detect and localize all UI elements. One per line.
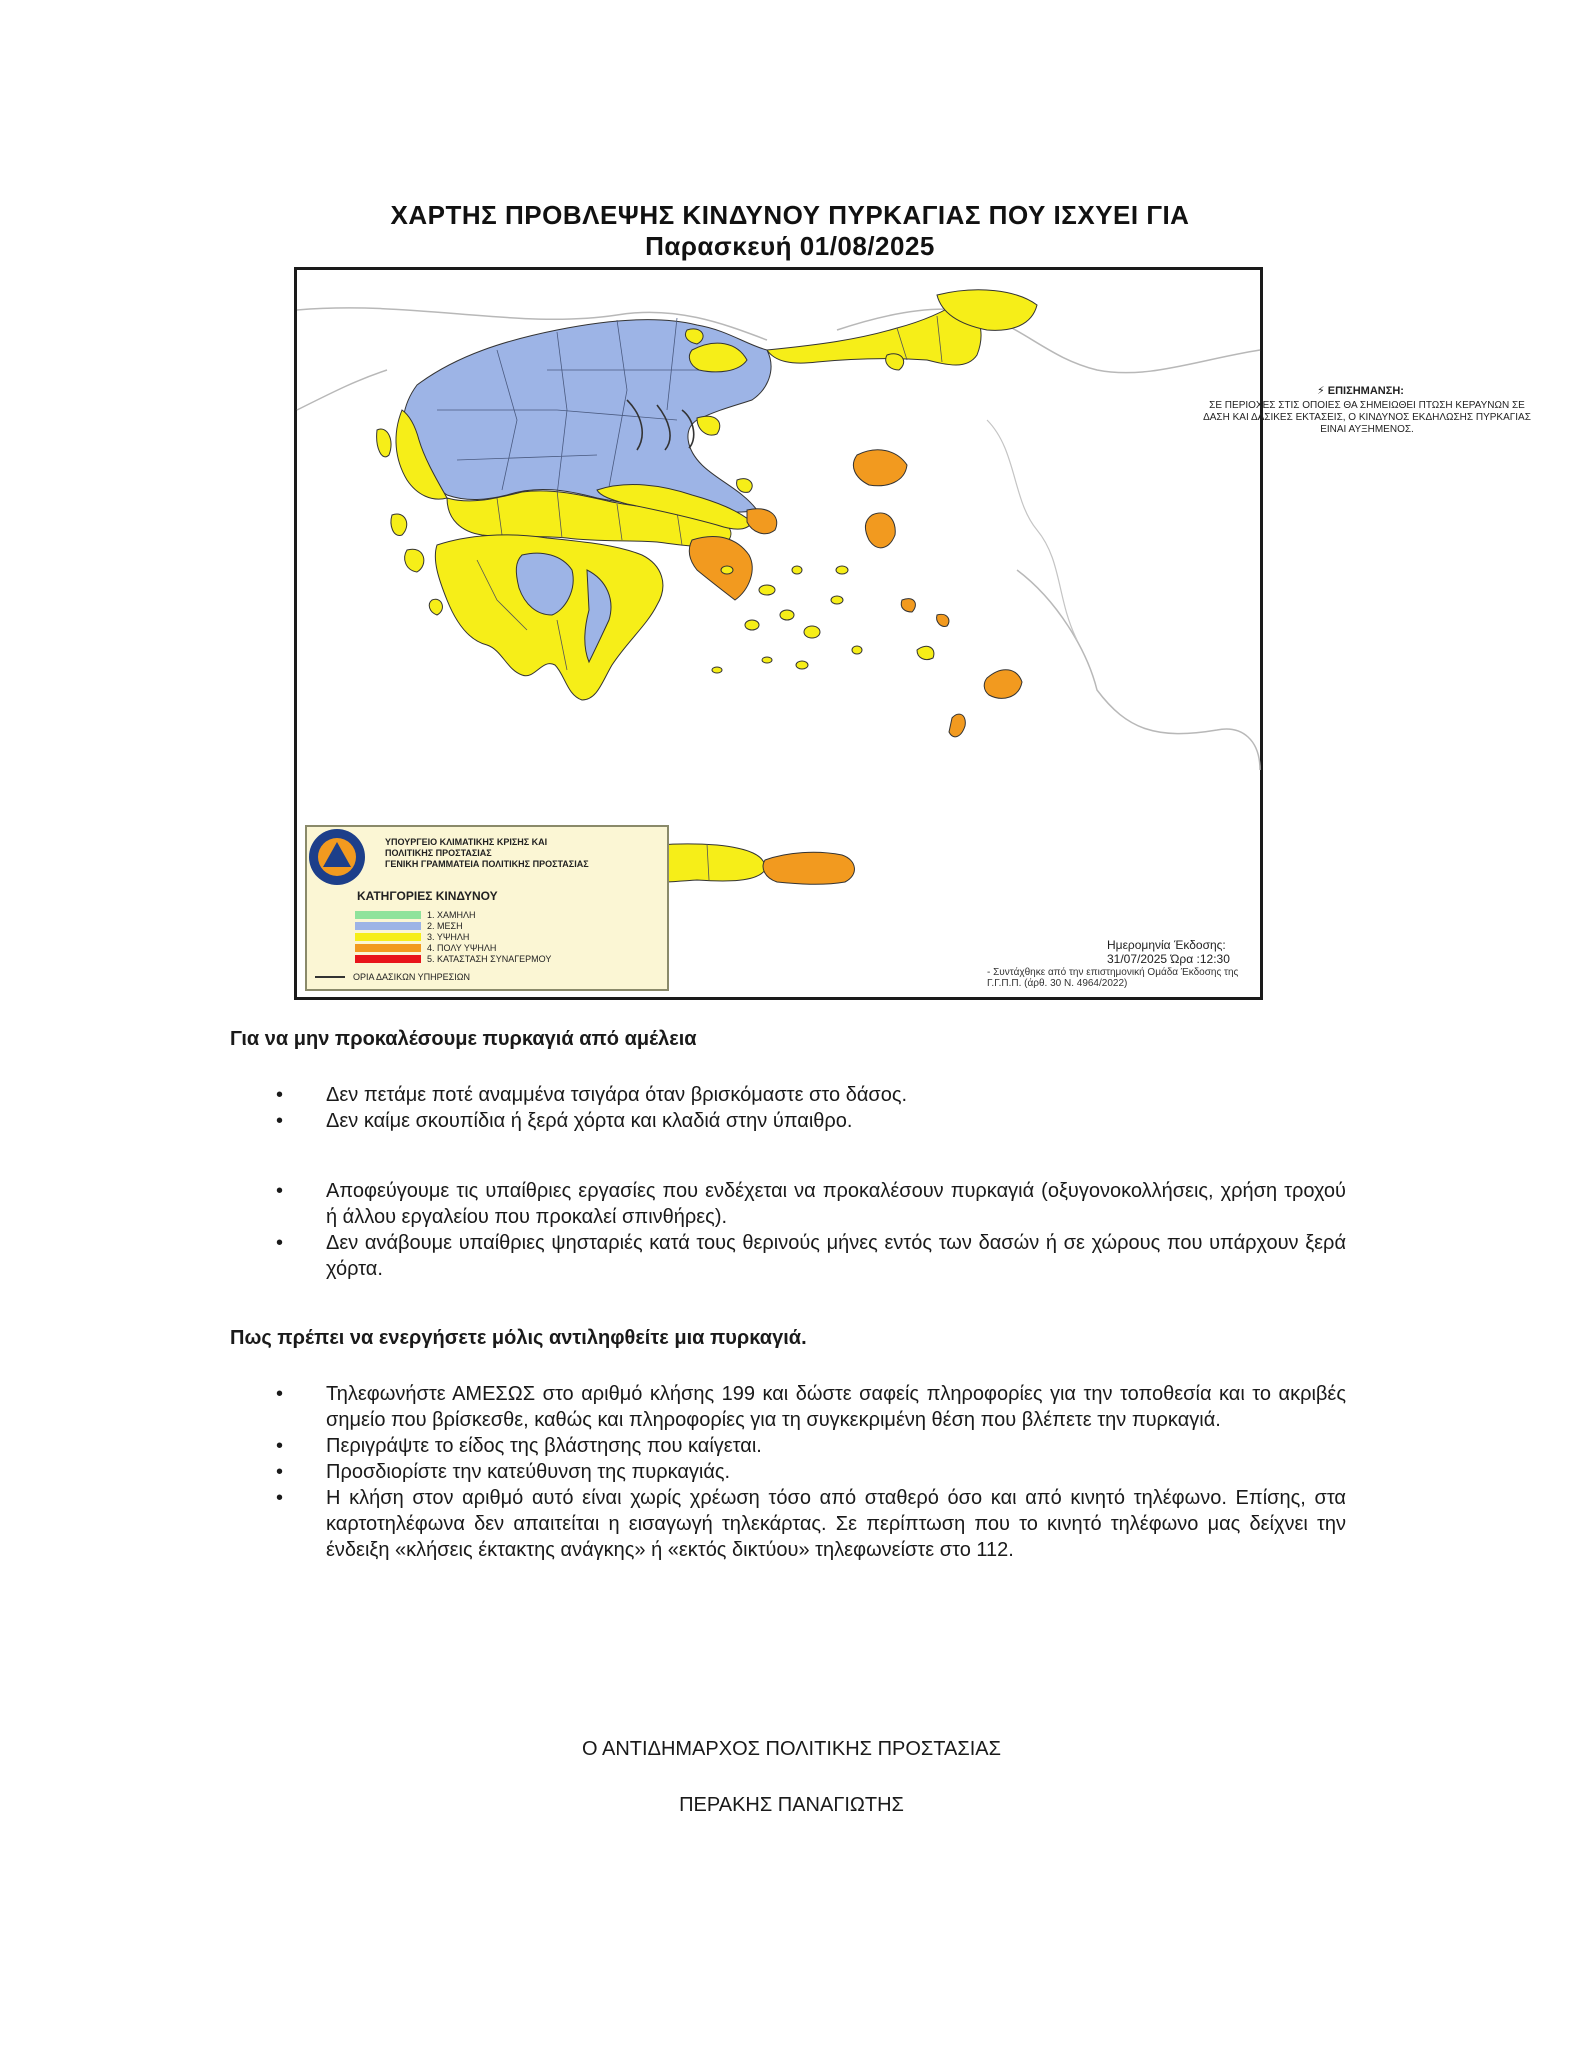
lightning-notice [1197, 385, 1537, 436]
category-item: 2. ΜΕΣΗ [355, 920, 551, 931]
section-heading-response: Πως πρέπει να ενεργήσετε μόλις αντιληφθείτε μια πυρκαγιά. [230, 1327, 807, 1349]
list-item: • Η κλήση στον αριθμό αυτό είναι χωρίς χρέωση τόσο από σταθερό όσο και από κινητό τηλέφωνο. Επίσης, στα καρτοτηλέφωνα δεν απαιτείται η εισαγωγή τηλεκάρτας. Σε περίπτωση που το κινητό τηλέφωνο μας δείχνει την ένδειξη «κλήσεις έκτακτης ανάγκης» ή «εκτός δικτύου» τηλεφωνείστε στο 112. [276, 1487, 1346, 1561]
prevention-list-b [276, 1178, 1346, 1282]
forest-borders-legend: ΟΡΙΑ ΔΑΣΙΚΩΝ ΥΠΗΡΕΣΙΩΝ [315, 972, 470, 982]
region-attica [689, 536, 752, 600]
list-item: • Αποφεύγουμε τις υπαίθριες εργασίες που ενδέχεται να προκαλέσουν πυρκαγιά (οξυγονοκολλήσεις, χρήση τροχού ή άλλου εργαλείου που προκαλεί σπινθήρες). [276, 1180, 1346, 1228]
signature-name: ΠΕΡΑΚΗΣ ΠΑΝΑΓΙΩΤΗΣ [679, 1794, 904, 1816]
list-item: • Δεν καίμε σκουπίδια ή ξερά χόρτα και κλαδιά στην ύπαιθρο. [276, 1110, 853, 1132]
civil-protection-emblem-icon [307, 827, 367, 887]
categories-list [355, 909, 551, 964]
list-item: • Δεν ανάβουμε υπαίθριες ψησταριές κατά τους θερινούς μήνες εντός των δασών ή σε χώρους που υπάρχουν ξερά χόρτα. [276, 1232, 1346, 1280]
map-title [300, 200, 1280, 262]
map-title-date: Παρασκευή 01/08/2025 [645, 231, 935, 261]
list-item: • Τηλεφωνήστε ΑΜΕΣΩΣ στο αριθμό κλήσης 199 και δώστε σαφείς πληροφορίες για την τοποθεσία και το ακριβές σημείο που βρίσκεσθε, καθώς και πληροφορίες για τη συγκεκριμένη θέση που βλέπετε την πυρκαγιά. [276, 1383, 1346, 1431]
issue-date: Ημερομηνία Έκδοσης: 31/07/2025 Ώρα :12:30 [1107, 938, 1230, 966]
fire-risk-map [294, 267, 1531, 1000]
lightning-icon: ⚡ [1317, 385, 1328, 397]
list-item: • Δεν πετάμε ποτέ αναμμένα τσιγάρα όταν βρισκόμαστε στο δάσος. [276, 1084, 908, 1106]
ministry-name: ΥΠΟΥΡΓΕΙΟ ΚΛΙΜΑΤΙΚΗΣ ΚΡΙΣΗΣ ΚΑΙ ΠΟΛΙΤΙΚΗΣ ΠΡΟΣΤΑΣΙΑΣ ΓΕΝΙΚΗ ΓΡΑΜΜΑΤΕΙΑ ΠΟΛΙΤΙΚΗΣ ΠΡΟΣΤΑΣΙΑΣ [385, 837, 589, 869]
category-item: 4. ΠΟΛΥ ΥΨΗΛΗ [355, 942, 551, 953]
category-item: 3. ΥΨΗΛΗ [355, 931, 551, 942]
category-item: 1. ΧΑΜΗΛΗ [355, 909, 551, 920]
response-list [276, 1381, 1346, 1563]
prevention-list-a [276, 1082, 1346, 1134]
list-item: • Προσδιορίστε την κατεύθυνση της πυρκαγιάς. [276, 1461, 731, 1483]
notice-heading: ⚡ ΕΠΙΣΗΜΑΝΣΗ: [1317, 385, 1404, 397]
categories-title: ΚΑΤΗΓΟΡΙΕΣ ΚΙΝΔΥΝΟΥ [357, 889, 498, 903]
map-legend [305, 825, 669, 991]
map-title-line1: ΧΑΡΤΗΣ ΠΡΟΒΛΕΨΗΣ ΚΙΝΔΥΝΟΥ ΠΥΡΚΑΓΙΑΣ ΠΟΥ ΙΣΧΥΕΙ ΓΙΑ [390, 200, 1190, 230]
map-footnote: - Συντάχθηκε από την επιστημονική Ομάδα Έκδοσης της Γ.Γ.Π.Π. (άρθ. 30 Ν. 4964/2022) [987, 967, 1239, 989]
notice-text: ΣΕ ΠΕΡΙΟΧΕΣ ΣΤΙΣ ΟΠΟΙΕΣ ΘΑ ΣΗΜΕΙΩΘΕΙ ΠΤΩΣΗ ΚΕΡΑΥΝΩΝ ΣΕ ΔΑΣΗ ΚΑΙ ΔΑΣΙΚΕΣ ΕΚΤΑΣΕΙΣ, Ο ΚΙΝΔΥΝΟΣ ΕΚΔΗΛΩΣΗΣ ΠΥΡΚΑΓΙΑΣ ΕΙΝΑΙ ΑΥΞΗΜΕΝΟΣ. [1203, 400, 1531, 435]
signature-title: Ο ΑΝΤΙΔΗΜΑΡΧΟΣ ΠΟΛΙΤΙΚΗΣ ΠΡΟΣΤΑΣΙΑΣ [582, 1738, 1001, 1760]
region-crete-east [763, 852, 854, 884]
list-item: • Περιγράψτε το είδος της βλάστησης που καίγεται. [276, 1435, 762, 1457]
section-heading-prevention: Για να μην προκαλέσουμε πυρκαγιά από αμέλεια [230, 1028, 697, 1050]
category-item: 5. ΚΑΤΑΣΤΑΣΗ ΣΥΝΑΓΕΡΜΟΥ [355, 953, 551, 964]
